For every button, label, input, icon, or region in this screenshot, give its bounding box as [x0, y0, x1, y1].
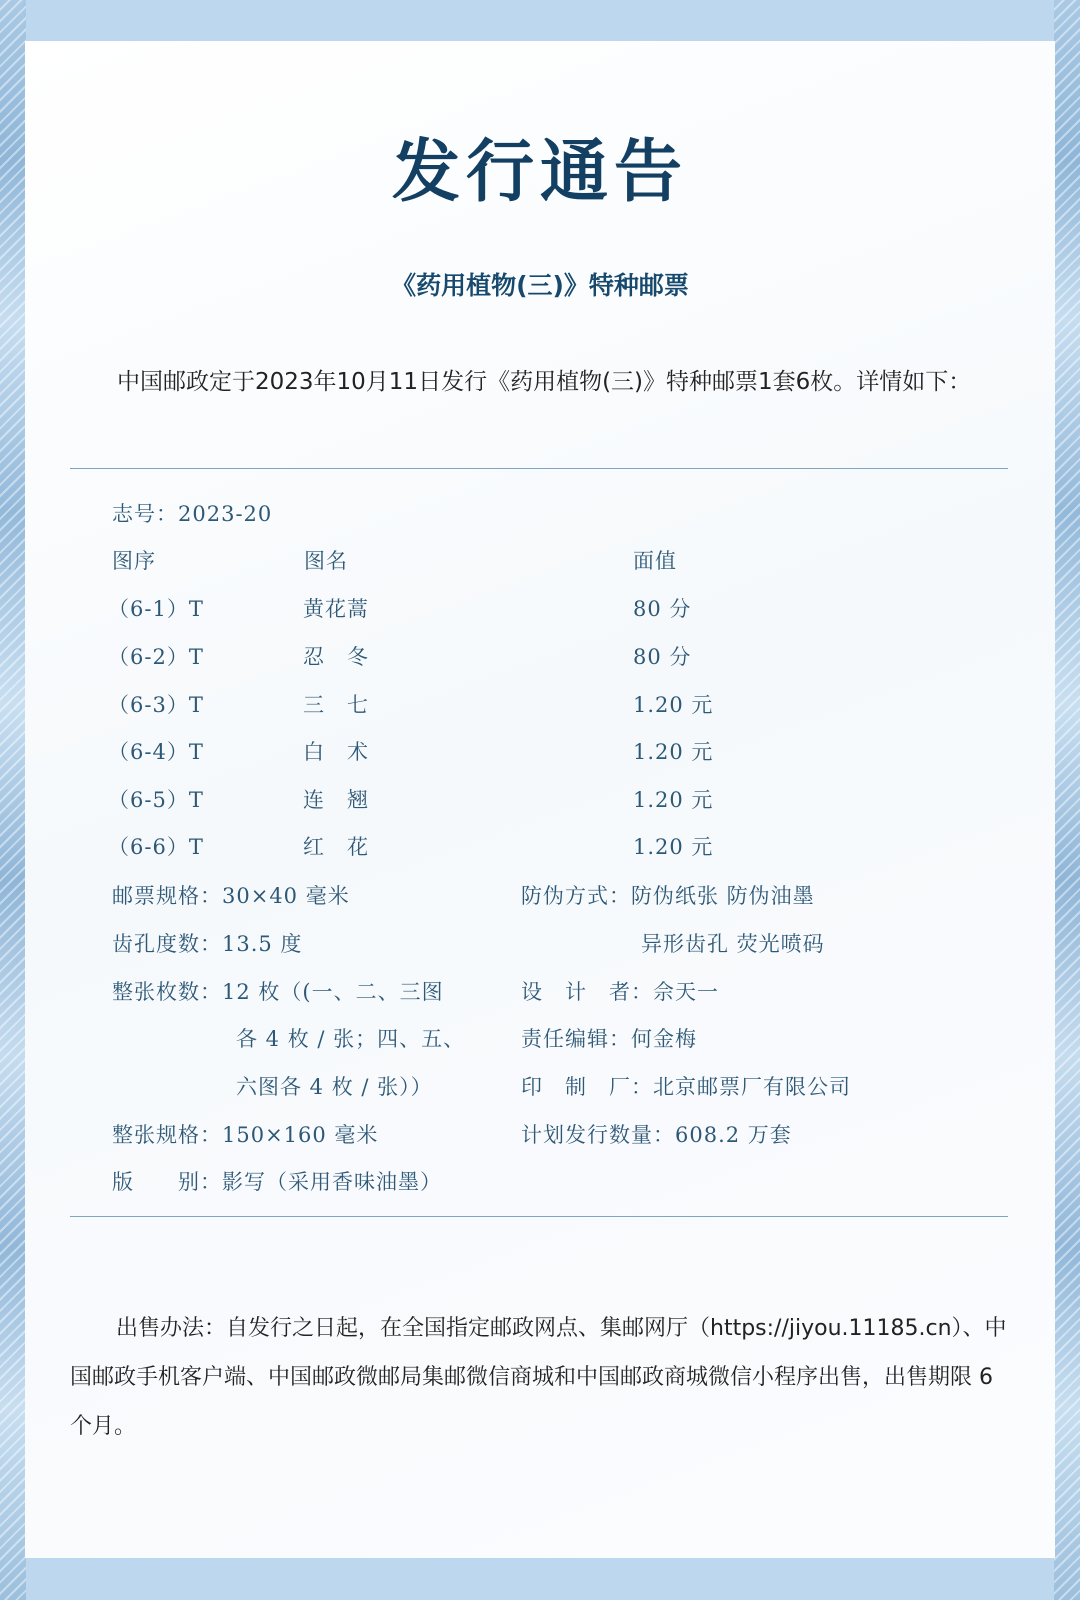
row-5-order: （6-5）T [108, 788, 204, 812]
row-4-order: （6-4）T [108, 740, 204, 764]
row-1-name: 黄花蒿 [303, 597, 369, 621]
column-header-name: 图名 [304, 549, 348, 573]
row-5-value: 1.20 元 [633, 788, 714, 812]
page-title: 发行通告 [391, 133, 688, 212]
row-6-name: 红 花 [303, 835, 369, 859]
right-border-decoration [1054, 0, 1080, 1600]
spec-printer: 印 制 厂：北京邮票厂有限公司 [521, 1075, 851, 1099]
spec-print-type: 版 别：影写（采用香味油墨） [112, 1170, 442, 1194]
row-2-value: 80 分 [633, 645, 692, 669]
column-header-value: 面值 [633, 549, 677, 573]
spec-sheet-count: 整张枚数：12 枚（(一、二、三图 [112, 980, 444, 1004]
serial-number: 志号：2023-20 [112, 502, 273, 526]
column-header-order: 图序 [112, 549, 156, 573]
spec-anti-counterfeit-line-2: 异形齿孔 荧光喷码 [641, 932, 825, 956]
row-5-name: 连 翘 [303, 788, 369, 812]
row-3-name: 三 七 [303, 693, 369, 717]
row-3-value: 1.20 元 [633, 693, 714, 717]
row-6-order: （6-6）T [108, 835, 204, 859]
row-2-name: 忍 冬 [303, 645, 369, 669]
stamp-subtitle: 《药用植物(三)》特种邮票 [391, 271, 689, 300]
spec-designer: 设 计 者：佘天一 [521, 980, 719, 1004]
intro-paragraph: 中国邮政定于2023年10月11日发行《药用植物(三)》特种邮票1套6枚。详情如下： [117, 369, 972, 395]
bottom-divider [70, 1216, 1008, 1217]
row-6-value: 1.20 元 [633, 835, 714, 859]
sale-info-paragraph: 出售办法：自发行之日起，在全国指定邮政网点、集邮网厅（https://jiyou.11185.cn）、中国邮政手机客户端、中国邮政微邮局集邮微信商城和中国邮政商城微信小程序出售，出售期限 6 个月。 [70, 1316, 1007, 1439]
spec-anti-counterfeit: 防伪方式：防伪纸张 防伪油墨 [521, 884, 815, 908]
row-4-name: 白 术 [303, 740, 369, 764]
spec-perforation: 齿孔度数：13.5 度 [112, 932, 303, 956]
spec-sheet-count-line-2: 各 4 枚 / 张；四、五、 [236, 1027, 466, 1051]
spec-sheet-size: 整张规格：150×160 毫米 [112, 1123, 379, 1147]
row-2-order: （6-2）T [108, 645, 204, 669]
spec-sheet-count-line-3: 六图各 4 枚 / 张）） [236, 1075, 433, 1099]
spec-stamp-size: 邮票规格：30×40 毫米 [112, 884, 350, 908]
row-1-order: （6-1）T [108, 597, 204, 621]
row-1-value: 80 分 [633, 597, 692, 621]
spec-editor: 责任编辑：何金梅 [521, 1027, 697, 1051]
row-3-order: （6-3）T [108, 693, 204, 717]
row-4-value: 1.20 元 [633, 740, 714, 764]
top-divider [70, 468, 1008, 469]
left-border-decoration [0, 0, 26, 1600]
spec-issue-quantity: 计划发行数量：608.2 万套 [521, 1123, 792, 1147]
